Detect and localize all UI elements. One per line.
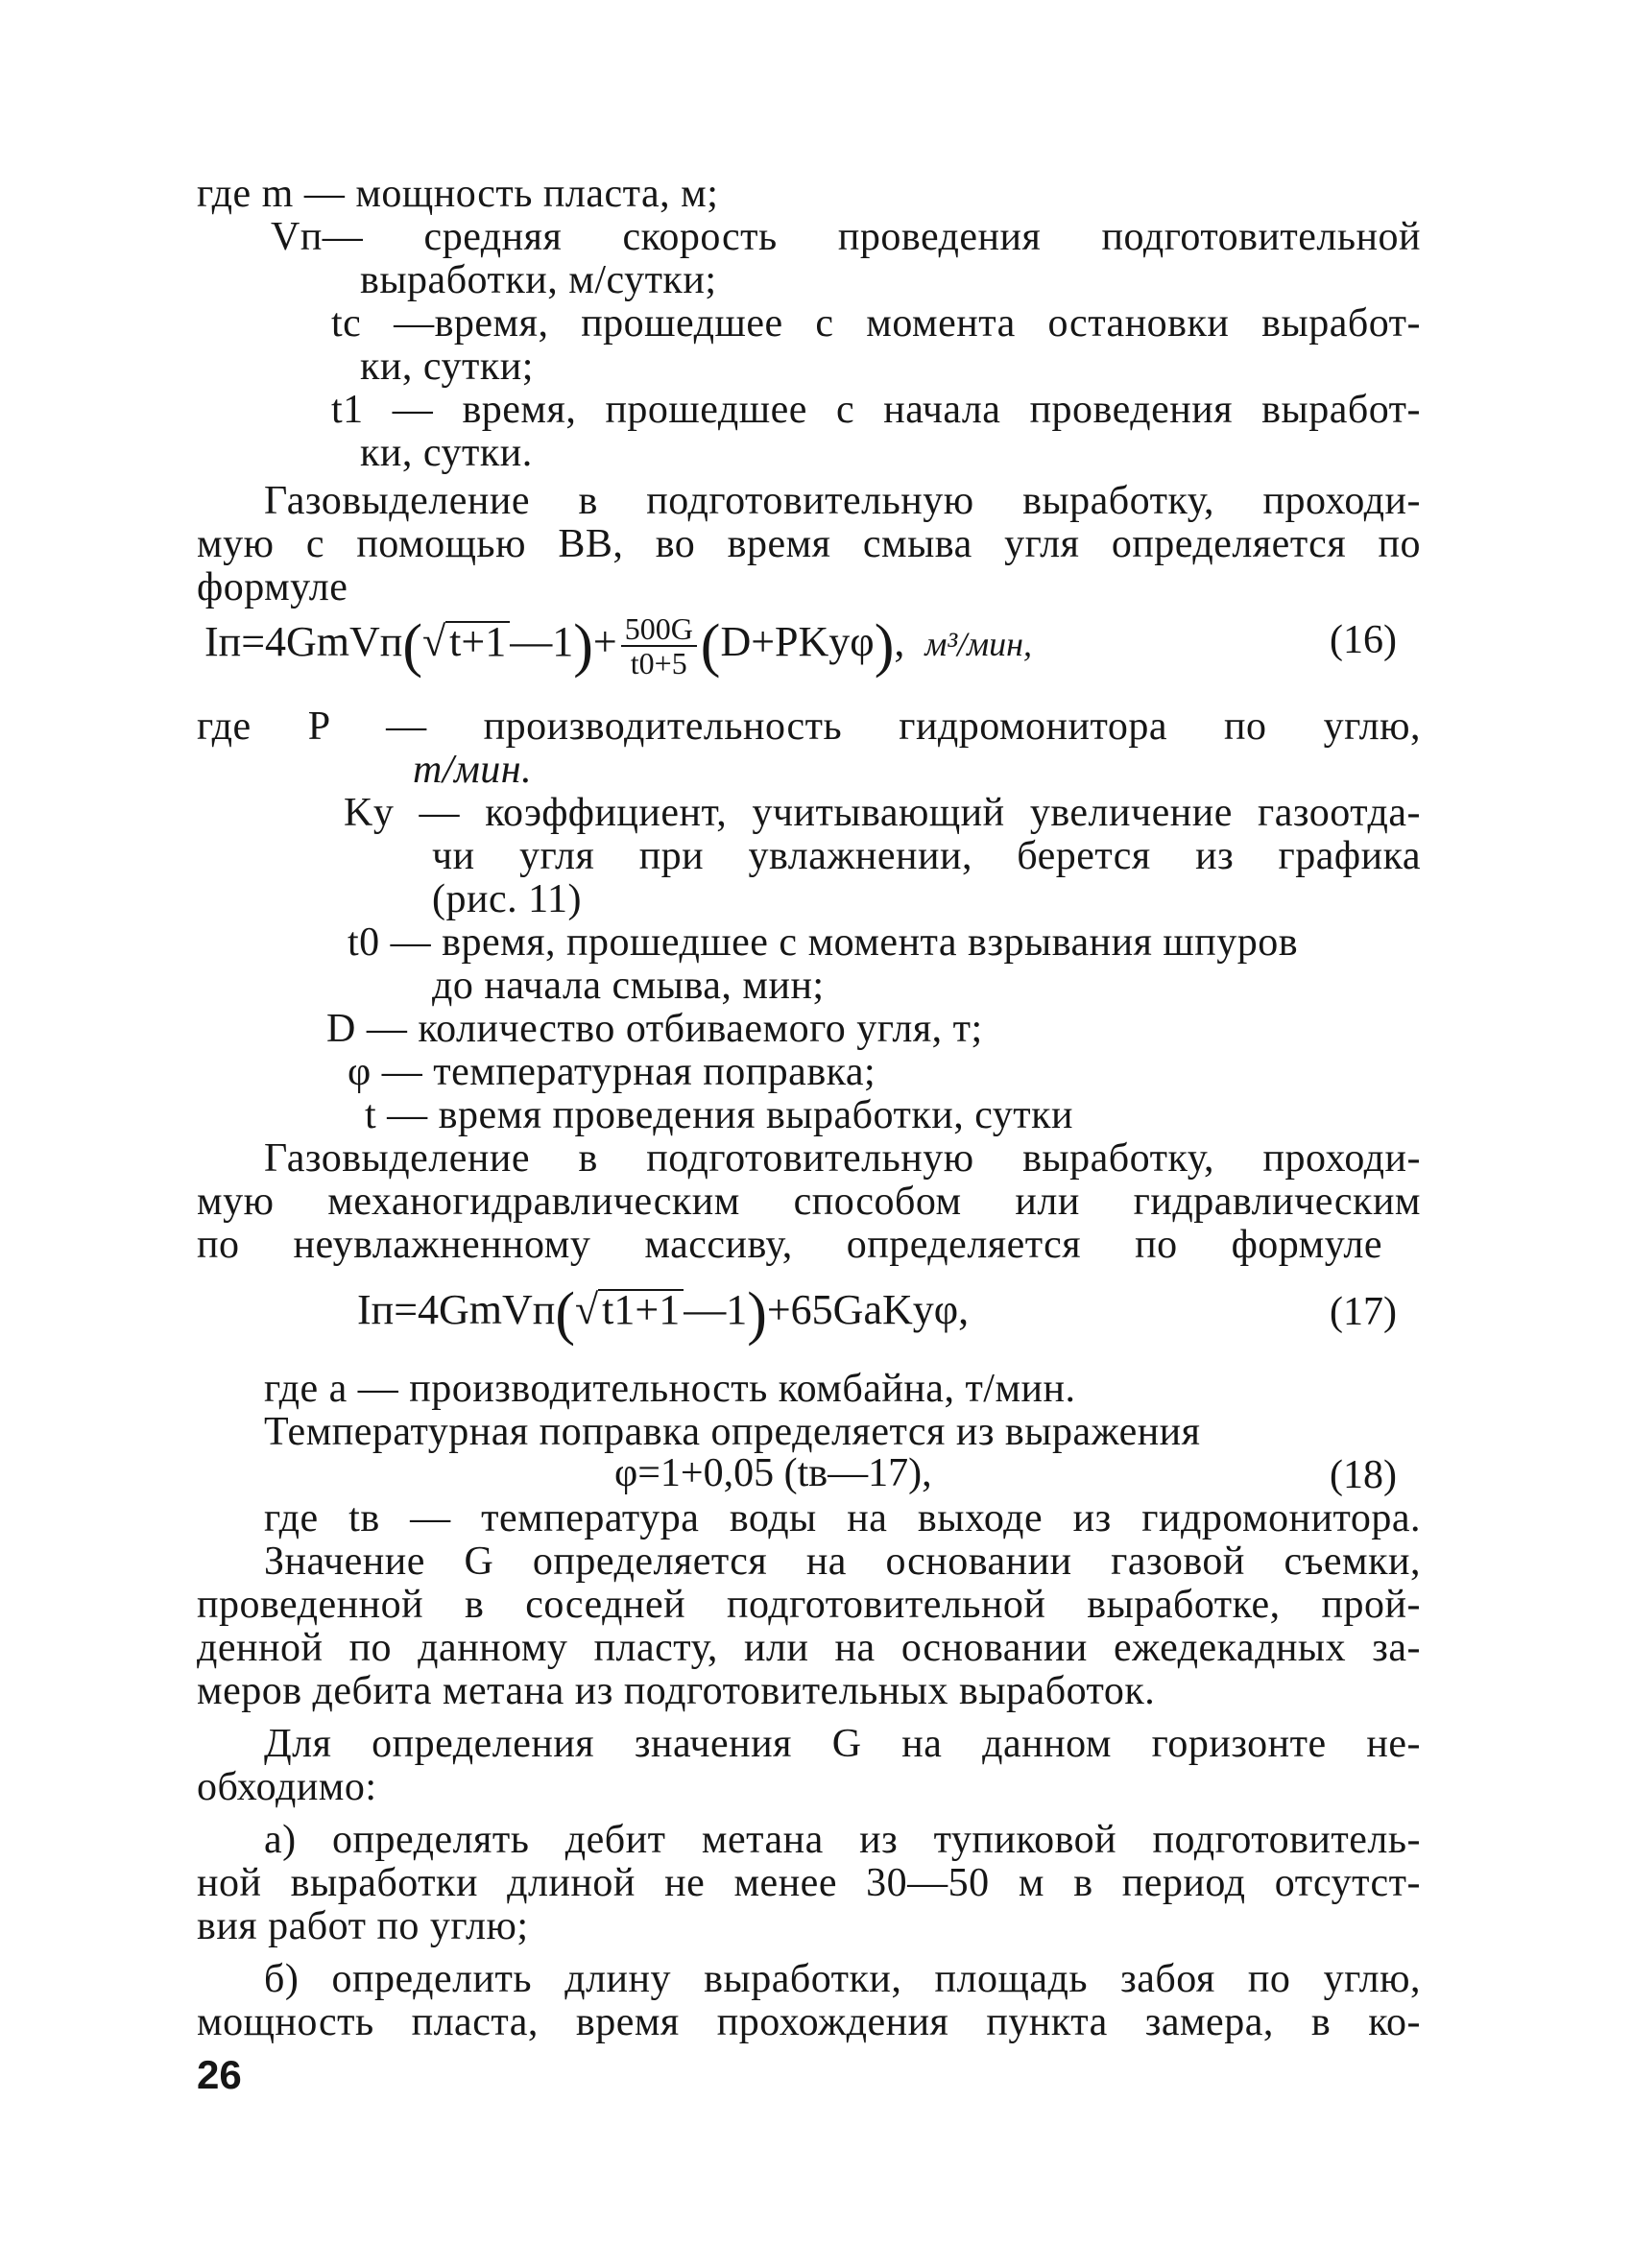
fraction-denominator: t0+5 [630, 646, 687, 680]
paragraph-line: меров дебита метана из подготовительных выработок. [197, 1669, 1156, 1713]
equation-number-16: (16) [1330, 618, 1397, 662]
definition-p: где P — производительность гидромонитора по углю, [197, 704, 1421, 749]
list-item-a-cont: ной выработки длиной не менее 30—50 м в период отсутст- [197, 1861, 1421, 1905]
paragraph-line: денной по данному пласту, или на основании ежедекадных за- [197, 1626, 1421, 1670]
paragraph-line: мую механогидравлическим способом или гидравлическим [197, 1180, 1421, 1224]
definition-m: где m — мощность пласта, м; [197, 172, 719, 216]
formula-17: Iп=4GmVп(√t1+1—1)+65GaKуφ, [357, 1280, 970, 1347]
definition-t0-cont: до начала смыва, мин; [432, 964, 825, 1008]
sqrt-sign: √ [575, 1286, 599, 1333]
formula-16-lhs: Iп=4GmVп [204, 618, 403, 666]
fraction-numerator: 500G [621, 612, 697, 647]
paragraph-line: обходимо: [197, 1765, 377, 1809]
formula-18: φ=1+0,05 (tв—17), [614, 1451, 932, 1495]
page-number: 26 [197, 2052, 242, 2097]
paragraph-line: Температурная поправка определяется из выражения [264, 1410, 1201, 1454]
paragraph-line: Газовыделение в подготовительную выработку, проходи- [264, 1136, 1421, 1181]
formula-17-lhs: Iп=4GmVп [357, 1286, 556, 1333]
paragraph-line: Для определения значения G на данном горизонте не- [264, 1722, 1421, 1766]
definition-t1: t1 — время, прошедшее с начала проведения выработ- [331, 388, 1421, 432]
formula-17-tail: +65GaKуφ, [766, 1286, 970, 1333]
paragraph-line: Газовыделение в подготовительную выработку, проходи- [264, 479, 1421, 523]
definition-ky-ref: (рис. 11) [432, 877, 583, 921]
formula-17-minus: —1 [684, 1286, 748, 1333]
sqrt-sign: √ [422, 618, 446, 666]
formula-16-minus: —1 [510, 618, 574, 666]
list-item-b: б) определить длину выработки, площадь забоя по углю, [264, 1957, 1421, 2001]
formula-16: Iп=4GmVп(√t+1—1)+ $\frac{500G}{t0+5}$ (D+PKуφ), м³/мин, [204, 611, 1032, 680]
definition-tv: где tв — температура воды на выходе из гидромонитора. [264, 1496, 1421, 1540]
definition-tc-cont: ки, сутки; [360, 345, 534, 389]
definition-d: D — количество отбиваемого угля, т; [326, 1007, 983, 1051]
definition-ky-cont: чи угля при увлажнении, берется из графика [432, 834, 1421, 878]
definition-phi: φ — температурная поправка; [348, 1050, 876, 1094]
paragraph-line: проведенной в соседней подготовительной выработке, прой- [197, 1583, 1421, 1627]
definition-t1-cont: ки, сутки. [360, 431, 533, 475]
paragraph-line: по неувлажненному массиву, определяется по формуле [197, 1223, 1382, 1267]
definition-p-unit: т/мин. [413, 748, 533, 792]
definition-a: где a — производительность комбайна, т/мин. [264, 1367, 1076, 1411]
equation-number-17: (17) [1330, 1290, 1397, 1334]
paragraph-line: мую с помощью ВВ, во время смыва угля определяется по [197, 522, 1421, 566]
equation-number-18: (18) [1330, 1453, 1397, 1497]
definition-tc: tс —время, прошедшее с момента остановки выработ- [331, 301, 1421, 346]
formula-16-unit: м³/мин, [924, 625, 1032, 664]
list-item-a-cont: вия работ по углю; [197, 1904, 529, 1948]
list-item-b-cont: мощность пласта, время прохождения пункта замера, в ко- [197, 2000, 1421, 2044]
paragraph-line: Значение G определяется на основании газовой съемки, [264, 1540, 1421, 1584]
paragraph-line: формуле [197, 565, 348, 609]
formula-16-paren: D+PKуφ [720, 618, 875, 666]
formula-16-root: t+1 [445, 621, 510, 661]
formula-16-fraction [621, 612, 697, 680]
formula-17-root: t1+1 [598, 1289, 684, 1329]
definition-ky: Kу — коэффициент, учитывающий увеличение газоотда- [344, 791, 1421, 835]
definition-vp-cont: выработки, м/сутки; [360, 258, 717, 302]
list-item-a: а) определять дебит метана из тупиковой подготовитель- [264, 1818, 1421, 1862]
definition-t: t — время проведения выработки, сутки [365, 1093, 1074, 1137]
formula-16-plus: + [592, 618, 617, 666]
definition-vp: Vп— средняя скорость проведения подготовительной [271, 215, 1421, 259]
definition-t0: t0 — время, прошедшее с момента взрывания шпуров [348, 920, 1299, 965]
